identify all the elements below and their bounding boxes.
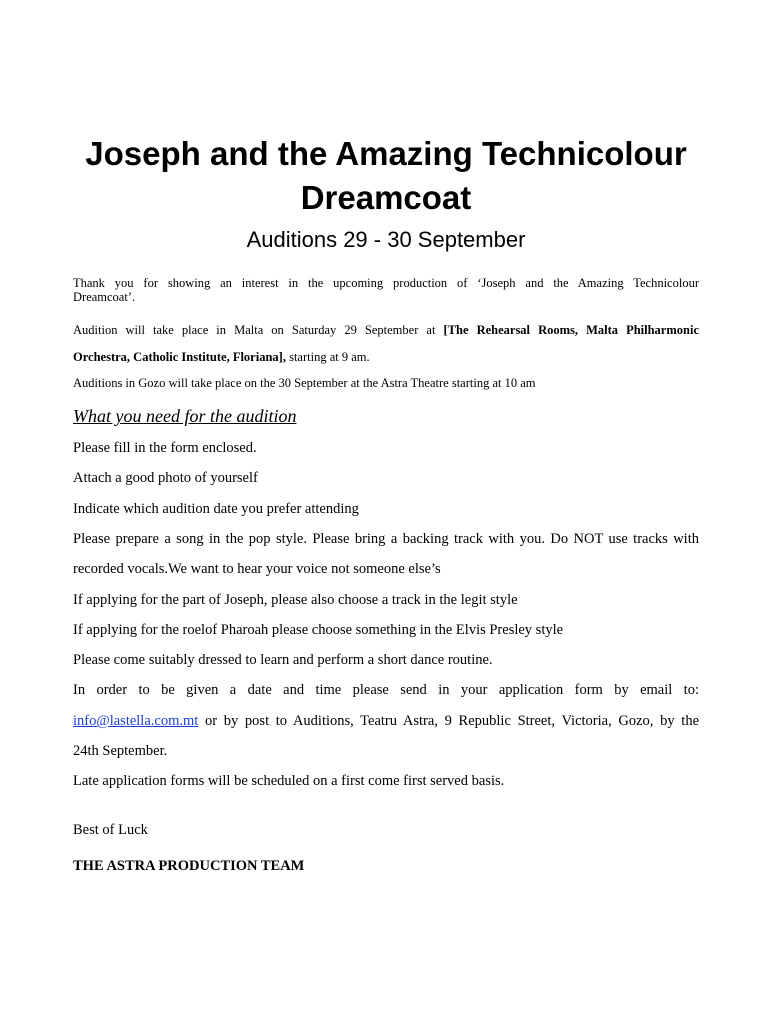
item-form: Please fill in the form enclosed.	[73, 440, 257, 456]
item-post-line	[73, 711, 699, 731]
thanks-line-1: Thank you for showing an interest in the upcoming production of ‘Joseph and the Amazing Technicolour	[73, 276, 699, 290]
item-photo: Attach a good photo of yourself	[73, 470, 258, 486]
gozo-line: Auditions in Gozo will take place on the 30 September at the Astra Theatre starting at 10 am	[73, 376, 536, 390]
item-email-line: In order to be given a date and time please send in your application form by email to:	[73, 682, 699, 698]
title-line-1: Joseph and the Amazing Technicolour	[85, 135, 687, 172]
team-signature: THE ASTRA PRODUCTION TEAM	[73, 858, 305, 874]
malta-time: starting at 9 am.	[285, 350, 370, 364]
malta-venue-2: Orchestra, Catholic Institute, Floriana],	[73, 350, 286, 364]
page-title	[73, 132, 699, 220]
item-date: Indicate which audition date you prefer attending	[73, 501, 359, 517]
item-dance: Please come suitably dressed to learn and perform a short dance routine.	[73, 652, 493, 668]
title-line-2: Dreamcoat	[300, 179, 472, 216]
malta-line-1	[73, 322, 699, 338]
thanks-line-2: Dreamcoat’.	[73, 290, 136, 304]
item-joseph: If applying for the part of Joseph, please also choose a track in the legit style	[73, 592, 518, 608]
malta-line-2	[73, 349, 699, 365]
malta-venue-1: [The Rehearsal Rooms, Malta Philharmonic	[443, 323, 699, 337]
thanks-paragraph	[73, 276, 699, 304]
item-deadline: 24th September.	[73, 743, 168, 759]
sign-off: Best of Luck	[73, 822, 148, 838]
item-song-1: Please prepare a song in the pop style. Please bring a backing track with you. Do NOT use tracks with	[73, 531, 699, 547]
email-link[interactable]: info@lastella.com.mt	[73, 713, 199, 729]
item-late: Late application forms will be scheduled on a first come first served basis.	[73, 773, 505, 789]
page-subtitle: Auditions 29 - 30 September	[246, 227, 526, 252]
malta-prefix: Audition will take place in Malta on Saturday 29 September at	[73, 323, 444, 337]
section-heading: What you need for the audition	[73, 406, 297, 426]
item-song-2: recorded vocals.We want to hear your voice not someone else’s	[73, 561, 441, 577]
item-pharoah: If applying for the roelof Pharoah please choose something in the Elvis Presley style	[73, 622, 564, 638]
post-text: or by post to Auditions, Teatru Astra, 9 Republic Street, Victoria, Gozo, by the	[198, 713, 699, 729]
